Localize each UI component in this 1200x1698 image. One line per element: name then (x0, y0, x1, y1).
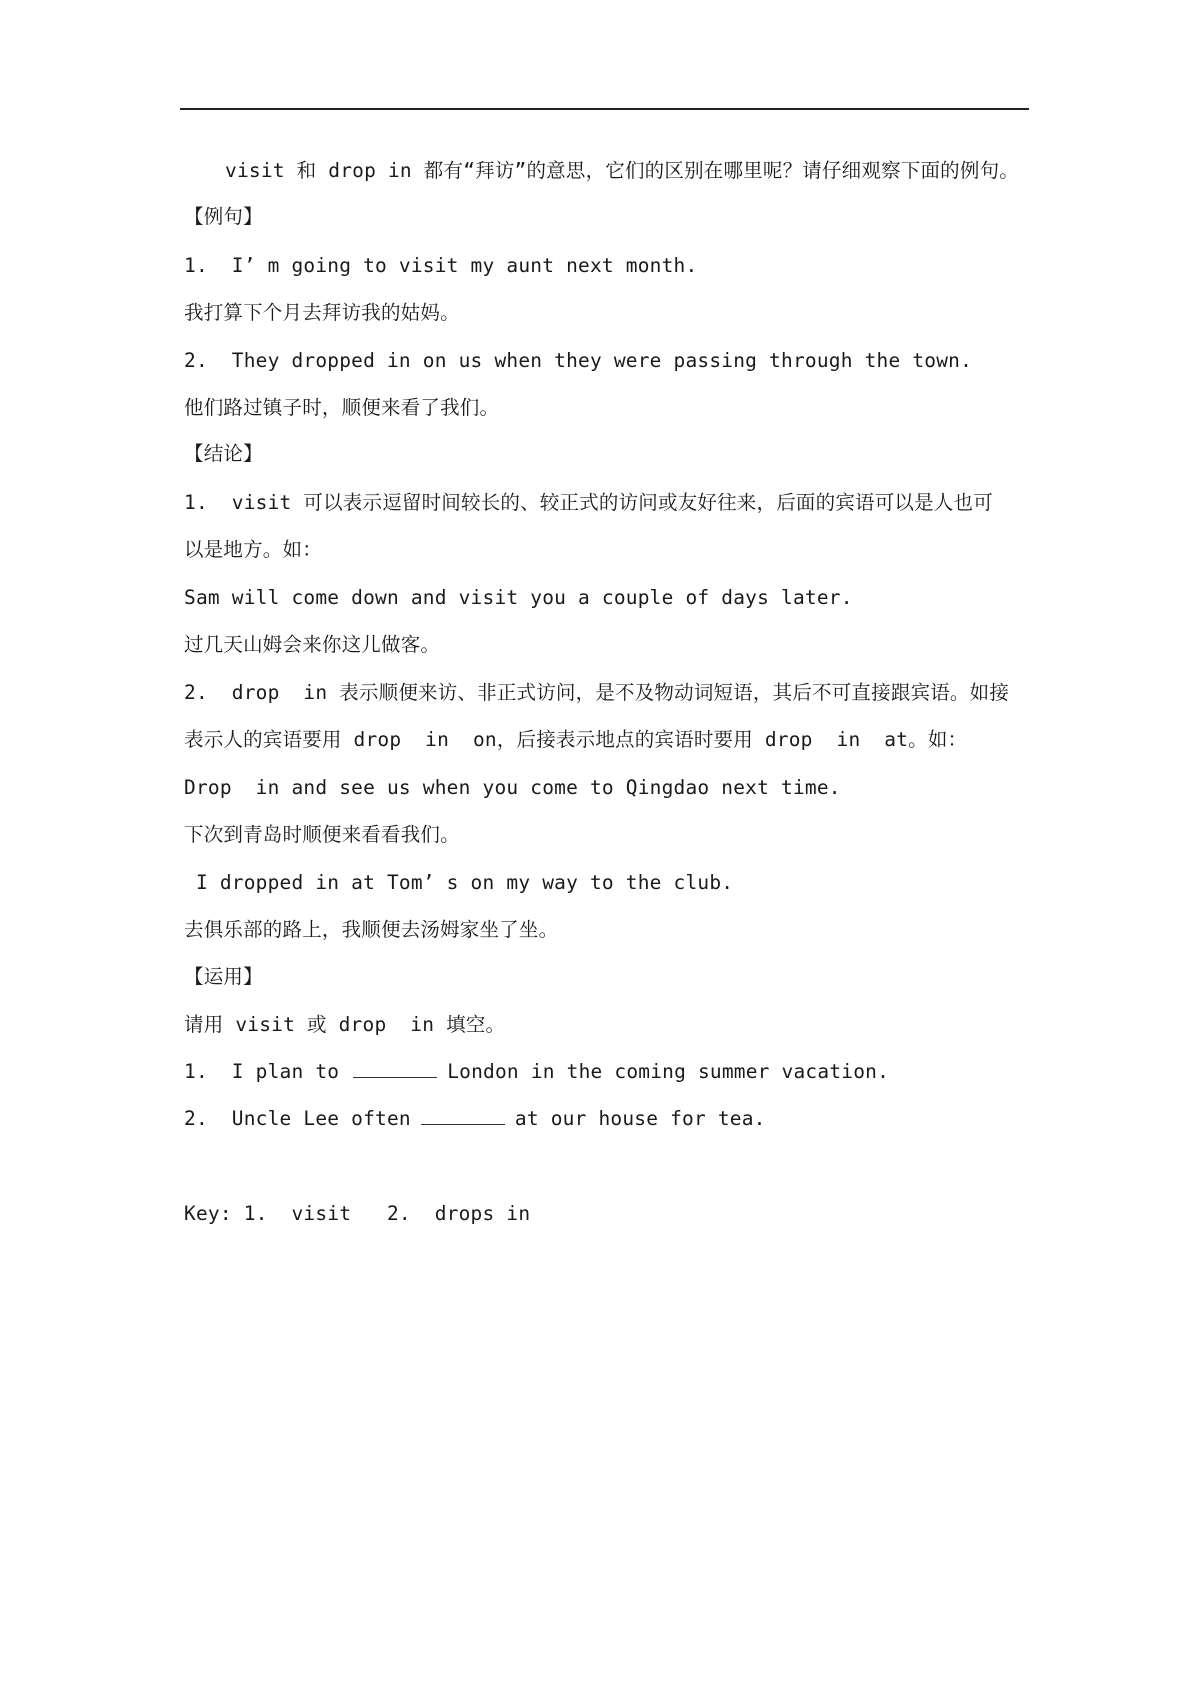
conclusion-1-example-english: Sam will come down and visit you a couple of days later. (184, 586, 853, 609)
question-2 (184, 1106, 766, 1132)
usage-heading: 【运用】 (184, 965, 263, 988)
conclusion-2-example-1-english: Drop in and see us when you come to Qingdao next time. (184, 776, 841, 799)
example-2-chinese: 他们路过镇子时，顺便来看了我们。 (184, 396, 500, 419)
conclusion-2-example-2-english: I dropped in at Tom’ s on my way to the club. (184, 871, 734, 894)
question-1-after: London in the coming summer vacation. (447, 1060, 890, 1083)
conclusion-2-line-2: 表示人的宾语要用 drop in on，后接表示地点的宾语时要用 drop in at。如： (184, 728, 968, 751)
conclusion-1-line-2: 以是地方。如： (184, 538, 322, 561)
question-1-blank[interactable] (353, 1059, 437, 1078)
intro-text: visit 和 drop in 都有“拜访”的意思，它们的区别在哪里呢？请仔细观察下面的例句。 (225, 159, 1019, 182)
question-2-before: 2. Uncle Lee often (184, 1107, 411, 1130)
examples-heading: 【例句】 (184, 205, 263, 228)
question-1 (184, 1059, 889, 1085)
header-rule (180, 108, 1029, 110)
example-1-english: 1. I’ m going to visit my aunt next month. (184, 254, 698, 277)
question-1-before: 1. I plan to (184, 1060, 340, 1083)
usage-instruction: 请用 visit 或 drop in 填空。 (184, 1013, 506, 1036)
question-2-after: at our house for tea. (514, 1107, 766, 1130)
conclusion-1-example-chinese: 过几天山姆会来你这儿做客。 (184, 633, 441, 656)
conclusion-2-line-1: 2. drop in 表示顺便来访、非正式访问，是不及物动词短语，其后不可直接跟宾语。如接 (184, 681, 1010, 704)
answer-key: Key: 1. visit 2. drops in (184, 1202, 531, 1225)
conclusion-1-line-1: 1. visit 可以表示逗留时间较长的、较正式的访问或友好往来，后面的宾语可以是人也可 (184, 491, 993, 514)
example-1-chinese: 我打算下个月去拜访我的姑妈。 (184, 301, 460, 324)
question-2-blank[interactable] (421, 1106, 505, 1125)
conclusion-heading: 【结论】 (184, 442, 263, 465)
conclusion-2-example-2-chinese: 去俱乐部的路上，我顺便去汤姆家坐了坐。 (184, 918, 559, 941)
conclusion-2-example-1-chinese: 下次到青岛时顺便来看看我们。 (184, 823, 460, 846)
example-2-english: 2. They dropped in on us when they were passing through the town. (184, 349, 973, 372)
